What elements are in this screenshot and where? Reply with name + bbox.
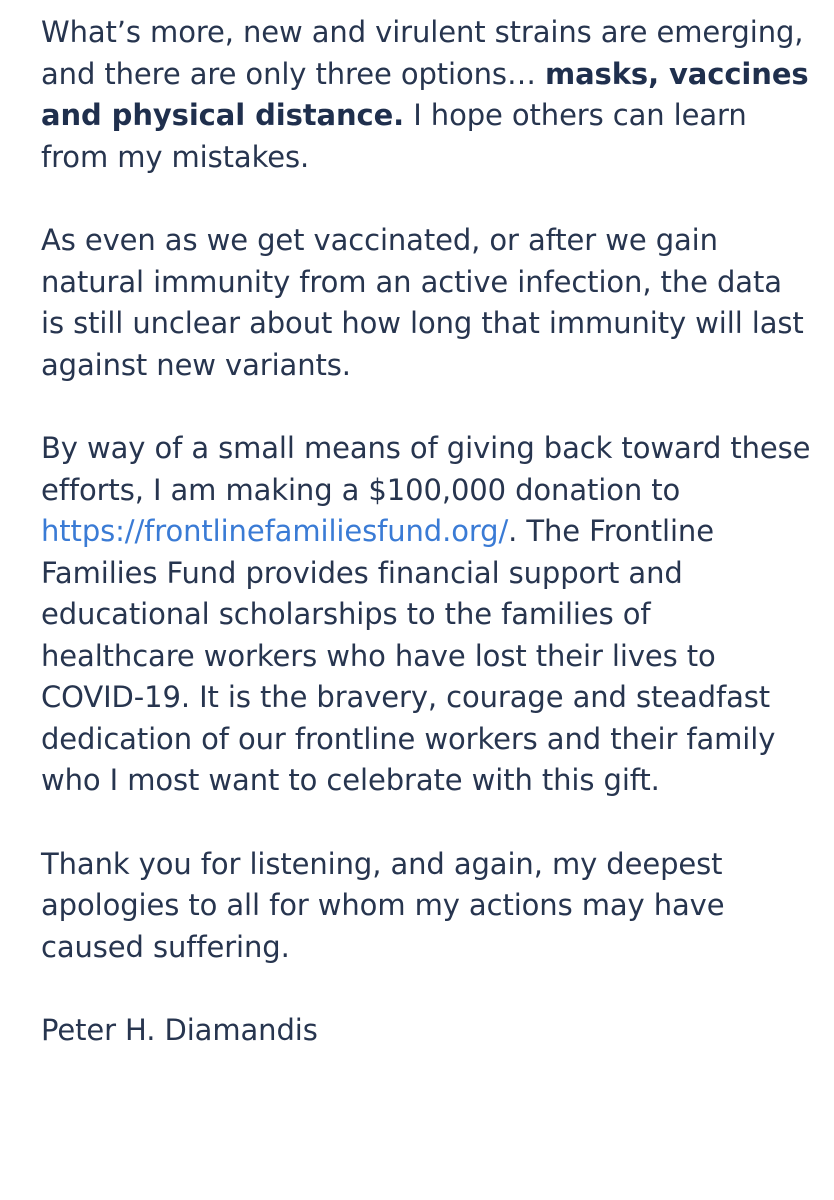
paragraph-strains-tail: I hope others can learn from my mistakes. [41,98,747,174]
letter-body [41,12,811,1052]
paragraph-thanks: Thank you for listening, and again, my deepest apologies to all for whom my actions may have caused suffering. [41,846,725,964]
paragraph-donation-tail: . The Frontline Families Fund provides financial support and educational scholarships to the families of healthcare workers who have lost their lives to COVID-19. It is the bravery, courage and steadfast dedication of our frontline workers and their family who I most want to celebrate with this gift. [41,514,776,797]
paragraph-strains-lead: What’s more, new and virulent strains are emerging, and there are only three options… [41,15,804,91]
paragraph-donation-lead: By way of a small means of giving back toward these efforts, I am making a $100,000 donation to [41,431,811,507]
frontline-families-fund-link[interactable]: https://frontlinefamiliesfund.org/ [41,514,509,548]
paragraph-donation [41,428,811,802]
paragraph-strains [41,12,811,178]
paragraph-immunity: As even as we get vaccinated, or after we gain natural immunity from an active infection, the data is still unclear about how long that immunity will last against new variants. [41,223,804,382]
paragraph-strains-emphasis: masks, vaccines and physical distance. [41,56,809,132]
signature: Peter H. Diamandis [41,1013,318,1047]
